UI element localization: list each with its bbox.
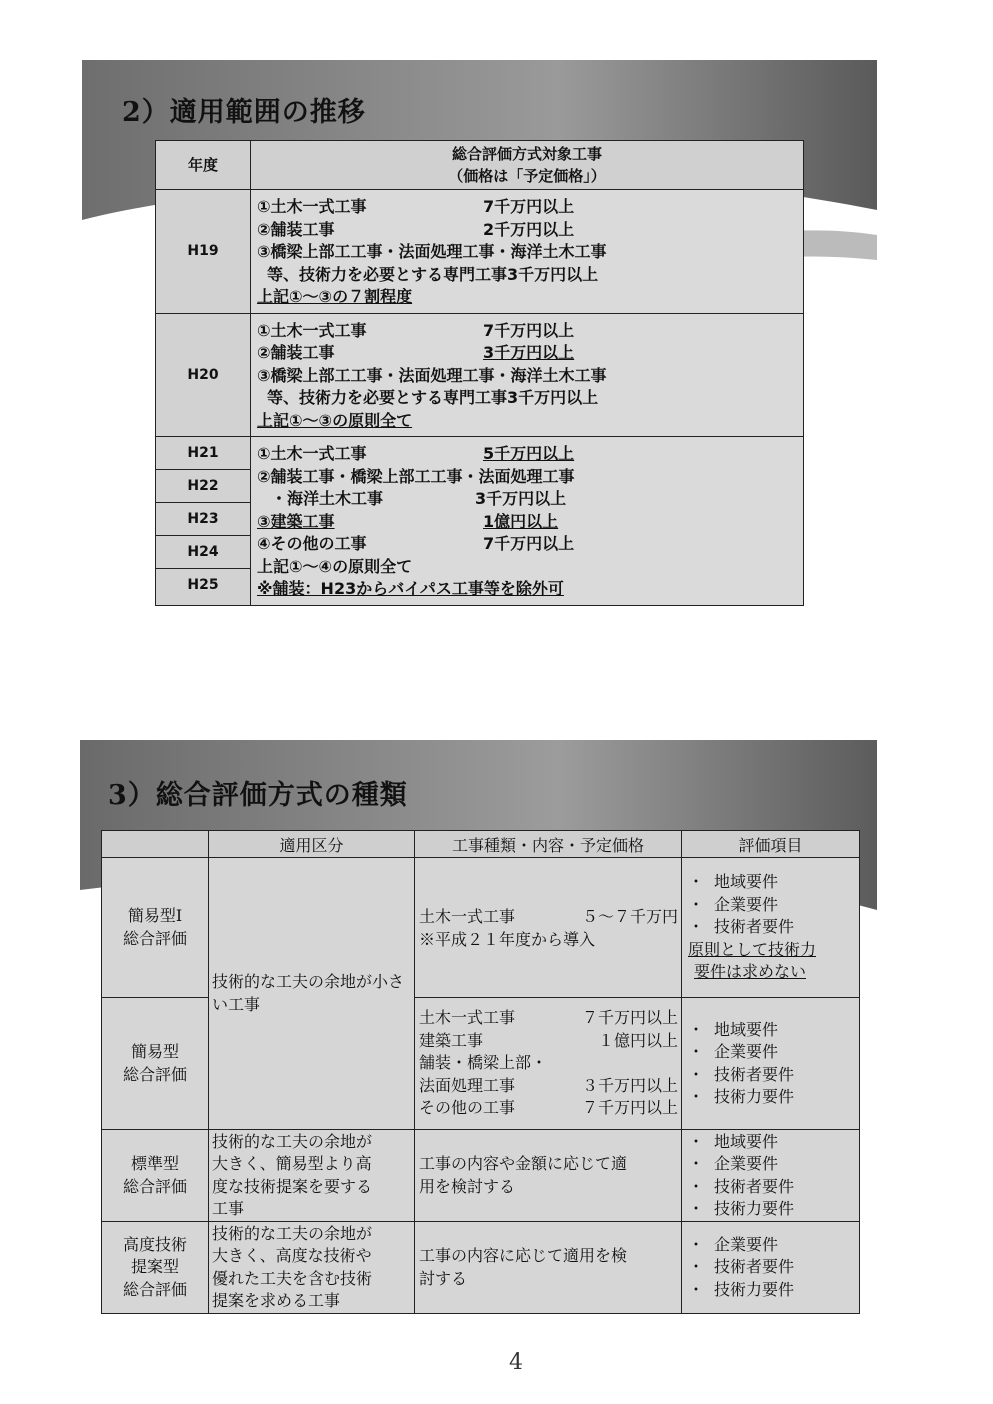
work-simple-line3: 舗装・橋梁上部・ <box>419 1053 548 1073</box>
h20-line2-amount: 3千万円以上 <box>483 343 575 362</box>
h21-line1: ①土木一式工事 <box>257 444 367 463</box>
h20-line1: ①土木一式工事 <box>257 320 367 340</box>
h20-line3: ③橋梁上部工工事・法面処理工事・海洋土木工事 <box>257 365 607 385</box>
header-target-line1: 総合評価方式対象工事 <box>451 145 602 163</box>
work-standard <box>415 1130 682 1222</box>
h19-line1: ①土木一式工事 <box>257 197 367 216</box>
year-h21: H21 <box>156 437 250 470</box>
type-simple-1-line1: 簡易型Ⅰ <box>127 906 183 925</box>
year-h22: H22 <box>156 470 250 503</box>
scope-table <box>155 140 804 606</box>
work-standard-line2: 用を検討する <box>419 1176 516 1196</box>
year-h25: H25 <box>187 577 219 593</box>
h21-line7: ※舗装：H23からバイパス工事等を除外可 <box>257 579 564 598</box>
eval-item: 技術力要件 <box>714 1087 795 1106</box>
year-h19: H19 <box>156 190 251 314</box>
header-blank <box>102 831 209 858</box>
type-simple-1 <box>102 858 209 998</box>
type-advanced-line3: 総合評価 <box>122 1279 187 1299</box>
h21-line3-amount: 3千万円以上 <box>475 489 567 508</box>
category-standard-line1: 技術的な工夫の余地が <box>212 1131 373 1151</box>
work-simple-line2-amount: １億円以上 <box>597 1030 678 1050</box>
h20-line4: 等、技術力を必要とする専門工事3千万円以上 <box>267 388 599 407</box>
category-standard-line3: 度な技術提案を要する <box>212 1176 373 1196</box>
category-advanced-line3: 優れた工夫を含む技術 <box>212 1268 373 1288</box>
work-simple-line5: その他の工事 <box>419 1098 516 1118</box>
row-advanced-type <box>102 1222 860 1314</box>
header-year: 年度 <box>156 141 251 190</box>
h21-line4-amount: 1億円以上 <box>483 511 559 531</box>
type-advanced-line2: 提案型 <box>130 1257 179 1277</box>
slide-title: 2）適用範囲の推移 <box>122 97 366 128</box>
work-simple-line2: 建築工事 <box>419 1030 484 1050</box>
years-h21-h25 <box>156 437 251 606</box>
header-category: 適用区分 <box>209 831 415 858</box>
eval-item: 地域要件 <box>714 1019 779 1039</box>
work-simple-1 <box>415 858 682 998</box>
eval-item: 企業要件 <box>714 1234 779 1254</box>
slide-evaluation-types <box>80 740 877 1328</box>
category-standard-line2: 大きく、簡易型より高 <box>212 1154 372 1173</box>
h19-line4: 等、技術力を必要とする専門工事3千万円以上 <box>267 264 599 284</box>
category-advanced-line1: 技術的な工夫の余地が <box>212 1223 373 1243</box>
work-simple <box>415 998 682 1130</box>
bullet: ・ <box>688 894 705 914</box>
type-simple-1-line2: 総合評価 <box>122 928 187 948</box>
header-target-line2: （価格は「予定価格」） <box>448 167 606 185</box>
bullet: ・ <box>688 1279 705 1299</box>
h20-line2: ②舗装工事 <box>257 343 335 362</box>
h21-line6: 上記①～④の原則全て <box>257 556 413 576</box>
bullet: ・ <box>688 1234 705 1254</box>
work-simple-1-line2: ※平成２１年度から導入 <box>419 929 596 949</box>
h20-line1-amount: 7千万円以上 <box>483 320 575 340</box>
header-work: 工事種類・内容・予定価格 <box>415 831 682 858</box>
bullet: ・ <box>688 1131 705 1151</box>
bullet: ・ <box>688 1019 705 1039</box>
bullet: ・ <box>688 1199 705 1218</box>
slide-scope-transition <box>82 60 877 632</box>
header-eval: 評価項目 <box>682 831 860 858</box>
bullet: ・ <box>688 917 705 937</box>
category-advanced <box>209 1222 415 1314</box>
category-small-ingenuity-text: 技術的な工夫の余地が小さい工事 <box>212 972 405 1014</box>
h19-line5: 上記①～③の７割程度 <box>257 287 413 306</box>
category-advanced-line4: 提案を求める工事 <box>212 1291 341 1310</box>
work-simple-line4-amount: ３千万円以上 <box>581 1075 678 1095</box>
type-simple-line1: 簡易型 <box>130 1042 179 1061</box>
work-simple-line5-amount: ７千万円以上 <box>581 1098 678 1118</box>
eval-note-line1: 原則として技術力 <box>688 939 817 959</box>
work-advanced <box>415 1222 682 1314</box>
eval-item: 技術力要件 <box>714 1199 795 1218</box>
h21-line1-amount: 5千万円以上 <box>483 444 575 463</box>
content-h19 <box>251 190 804 314</box>
category-advanced-line2: 大きく、高度な技術や <box>212 1246 372 1265</box>
h20-line5: 上記①～③の原則全て <box>257 410 413 430</box>
bullet: ・ <box>688 1042 705 1061</box>
h21-line4: ③建築工事 <box>257 511 335 531</box>
work-simple-1-line1: 土木一式工事 <box>419 907 516 926</box>
type-standard-line1: 標準型 <box>130 1154 179 1173</box>
eval-item: 企業要件 <box>714 894 779 914</box>
bullet: ・ <box>688 872 705 892</box>
eval-note-line2: 要件は求めない <box>694 962 807 982</box>
work-standard-line1: 工事の内容や金額に応じて適 <box>419 1154 628 1173</box>
eval-item: 地域要件 <box>714 872 779 892</box>
work-advanced-line2: 討する <box>419 1268 468 1288</box>
row-h19 <box>156 190 804 314</box>
h21-line2: ②舗装工事・橋梁上部工工事・法面処理工事 <box>257 466 575 486</box>
content-h21-25 <box>251 437 804 606</box>
h19-line3: ③橋梁上部工工事・法面処理工事・海洋土木工事 <box>257 242 607 261</box>
type-standard-line2: 総合評価 <box>122 1176 187 1196</box>
row-simple-type-1 <box>102 858 860 998</box>
work-simple-1-line1-amount: ５～７千万円 <box>581 907 678 926</box>
eval-item: 技術者要件 <box>714 917 795 937</box>
row-h21-25 <box>156 437 804 606</box>
eval-standard <box>682 1130 860 1222</box>
content-h20 <box>251 313 804 437</box>
h21-line5-amount: 7千万円以上 <box>483 534 575 553</box>
year-h20: H20 <box>156 313 251 437</box>
category-small-ingenuity <box>209 858 415 1130</box>
type-simple-line2: 総合評価 <box>122 1064 187 1084</box>
bullet: ・ <box>688 1176 705 1196</box>
type-simple <box>102 998 209 1130</box>
work-simple-line1: 土木一式工事 <box>419 1008 516 1028</box>
header-row <box>156 141 804 190</box>
eval-item: 技術者要件 <box>714 1257 795 1277</box>
h21-line3: ・海洋土木工事 <box>271 489 384 508</box>
category-standard <box>209 1130 415 1222</box>
header-target <box>251 141 804 190</box>
h19-line1-amount: 7千万円以上 <box>483 197 575 216</box>
bullet: ・ <box>688 1087 705 1106</box>
year-h23: H23 <box>156 503 250 536</box>
eval-item: 企業要件 <box>714 1042 779 1061</box>
evaluation-types-table <box>101 830 860 1314</box>
type-advanced <box>102 1222 209 1314</box>
eval-simple-1 <box>682 858 860 998</box>
h21-line5: ④その他の工事 <box>257 534 367 553</box>
h19-line2-amount: 2千万円以上 <box>483 219 575 239</box>
bullet: ・ <box>688 1257 705 1277</box>
eval-item: 企業要件 <box>714 1154 779 1173</box>
header-row <box>102 831 860 858</box>
eval-simple <box>682 998 860 1130</box>
eval-item: 技術者要件 <box>714 1064 795 1084</box>
h19-line2: ②舗装工事 <box>257 219 335 239</box>
eval-item: 技術者要件 <box>714 1176 795 1196</box>
page-number: 4 <box>509 1350 523 1375</box>
row-h20 <box>156 313 804 437</box>
work-simple-line1-amount: ７千万円以上 <box>581 1008 678 1028</box>
bullet: ・ <box>688 1154 705 1173</box>
category-standard-line4: 工事 <box>212 1199 245 1218</box>
work-advanced-line1: 工事の内容に応じて適用を検 <box>419 1246 628 1265</box>
type-advanced-line1: 高度技術 <box>122 1234 187 1254</box>
year-h24: H24 <box>156 536 250 569</box>
bullet: ・ <box>688 1064 705 1084</box>
eval-advanced <box>682 1222 860 1314</box>
work-simple-line4: 法面処理工事 <box>419 1075 516 1095</box>
type-standard <box>102 1130 209 1222</box>
row-standard-type <box>102 1130 860 1222</box>
slide-title: 3）総合評価方式の種類 <box>108 780 408 811</box>
eval-item: 技術力要件 <box>714 1279 795 1299</box>
eval-item: 地域要件 <box>714 1131 779 1151</box>
